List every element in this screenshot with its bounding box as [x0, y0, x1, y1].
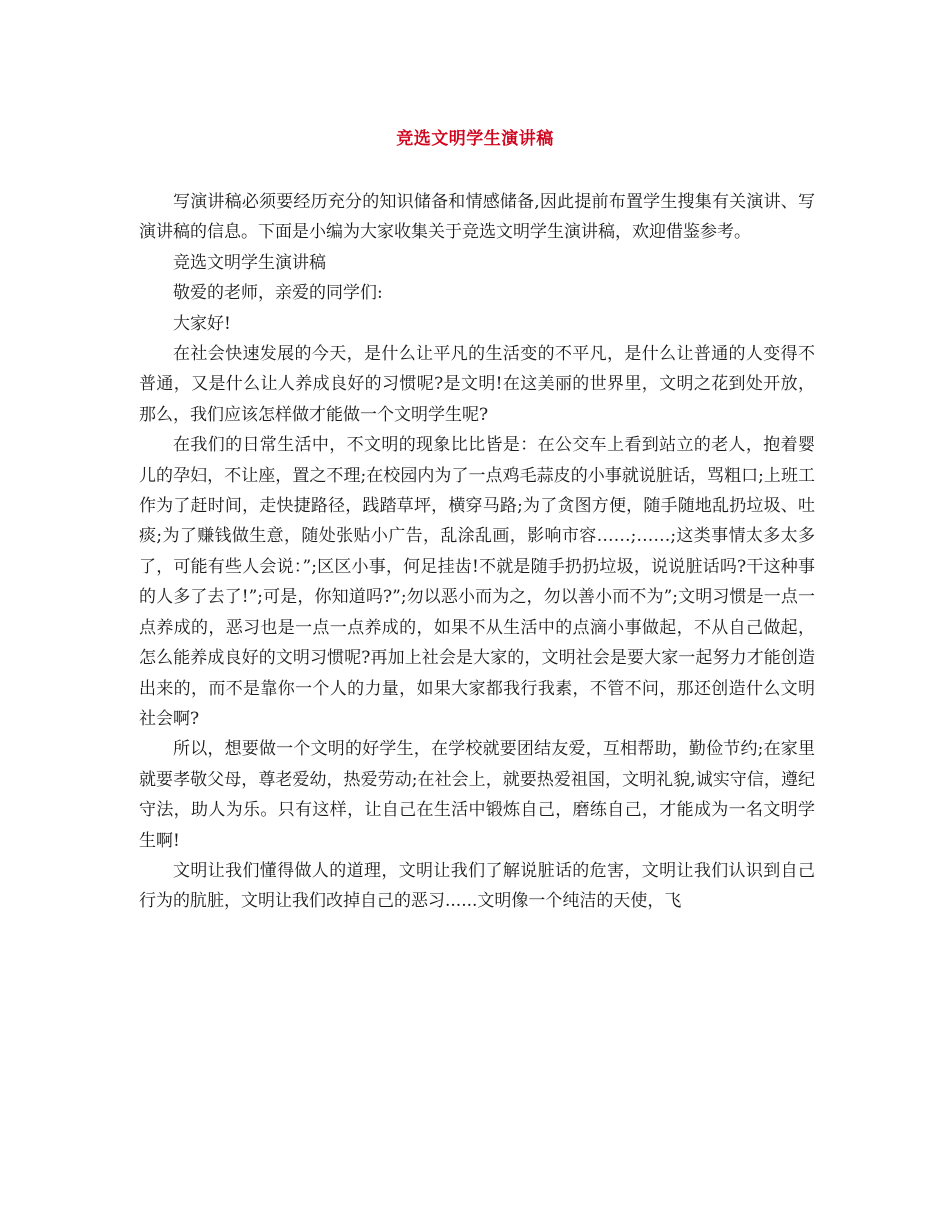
paragraph: 所以，想要做一个文明的好学生，在学校就要团结友爱，互相帮助，勤俭节约;在家里就要孝敬父母，尊老爱幼，热爱劳动;在社会上，就要热爱祖国，文明礼貌,诚实守信，遵纪守法，助人为乐。只有这样，让自己在生活中锻炼自己，磨练自己，才能成为一名文明学生啊! — [139, 739, 815, 851]
paragraph-heading: 竞选文明学生演讲稿 — [173, 252, 326, 273]
document-body — [139, 187, 815, 917]
paragraph-intro: 写演讲稿必须要经历充分的知识储备和情感储备,因此提前布置学生搜集有关演讲、写演讲稿的信息。下面是小编为大家收集关于竞选文明学生演讲稿，欢迎借鉴参考。 — [139, 192, 815, 243]
paragraph: 文明让我们懂得做人的道理，文明让我们了解说脏话的危害，文明让我们认识到自己行为的肮脏，文明让我们改掉自己的恶习......文明像一个纯洁的天使，飞 — [139, 860, 815, 912]
paragraph: 在我们的日常生活中，不文明的现象比比皆是：在公交车上看到站立的老人，抱着婴儿的孕妇，不让座，置之不理;在校园内为了一点鸡毛蒜皮的小事就说脏话，骂粗口;上班工作为了赶时间，走快捷路径，践踏草坪，横穿马路;为了贪图方便，随手随地乱扔垃圾、吐痰;为了赚钱做生意，随处张贴小广告，乱涂乱画，影响市容……;……;这类事情太多太多了，可能有些人会说：”;区区小事，何足挂齿!不就是随手扔扔垃圾，说说脏话吗?干这种事的人多了去了!”;可是，你知道吗?”;勿以恶小而为之，勿以善小而不为”;文明习惯是一点一点养成的，恶习也是一点一点养成的，如果不从生活中的点滴小事做起，不从自己做起，怎么能养成良好的文明习惯呢?再加上社会是大家的，文明社会是要大家一起努力才能创造出来的，而不是靠你一个人的力量，如果大家都我行我素，不管不问，那还创造什么文明社会啊? — [139, 435, 815, 729]
document-title: 竞选文明学生演讲稿 — [396, 129, 554, 149]
paragraph: 在社会快速发展的今天，是什么让平凡的生活变的不平凡，是什么让普通的人变得不普通，又是什么让人养成良好的习惯呢?是文明!在这美丽的世界里，文明之花到处开放，那么，我们应该怎样做才能做一个文明学生呢? — [139, 344, 815, 425]
paragraph-greeting: 大家好! — [173, 313, 231, 334]
paragraph-salutation: 敬爱的老师，亲爱的同学们: — [173, 283, 383, 304]
